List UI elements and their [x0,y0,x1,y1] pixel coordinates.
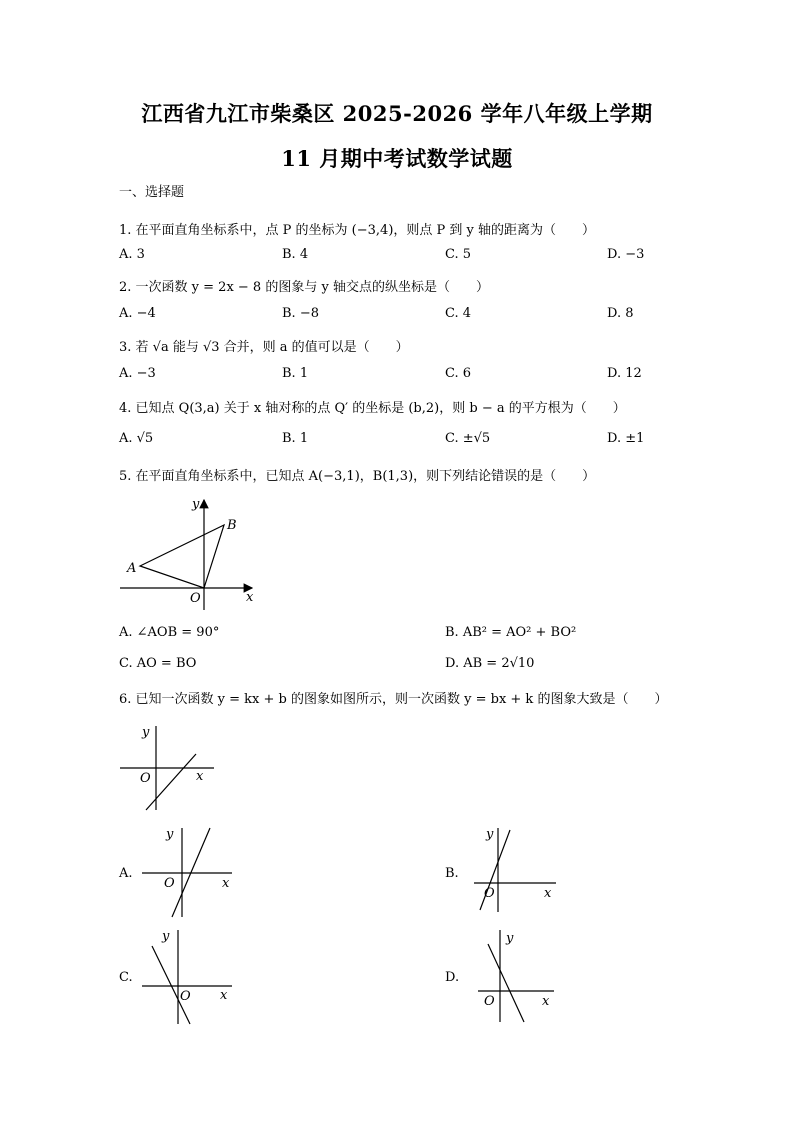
question-1-option-d: D. −3 [607,247,645,262]
question-4-option-d: D. ±1 [607,431,645,446]
question-5-option-b: B. AB² = AO² + BO² [445,625,577,640]
question-5-option-d: D. AB = 2√10 [445,656,535,671]
question-4-option-a: A. √5 [119,431,154,446]
question-2-option-b: B. −8 [282,306,319,321]
triangle-aob [140,525,224,588]
y-axis-label: y [166,827,174,842]
y-axis-label: y [192,497,200,512]
question-6-given-graph [118,722,218,812]
question-1-stem: 1. 在平面直角坐标系中，点 P 的坐标为 (−3,4)，则点 P 到 y 轴的距离为（ ） [119,223,596,238]
exam-title-line1: 江西省九江市柴桑区 2025-2026 学年八年级上学期 [141,101,653,126]
graph-line [146,754,196,810]
question-4-option-c: C. ±√5 [445,431,491,446]
y-axis-label: y [142,725,150,740]
x-axis-label: x [544,886,552,901]
question-2-stem: 2. 一次函数 y = 2x − 8 的图象与 y 轴交点的纵坐标是（ ） [119,280,489,295]
question-5-option-c: C. AO = BO [119,656,197,671]
point-b-label: B [227,518,237,533]
y-axis-label: y [486,827,494,842]
question-1-option-c: C. 5 [445,247,472,262]
question-6-option-c: C. [119,970,133,985]
question-3-option-d: D. 12 [607,366,642,381]
question-3-option-b: B. 1 [282,366,309,381]
section-heading: 一、选择题 [119,185,185,200]
question-3-stem: 3. 若 √a 能与 √3 合并，则 a 的值可以是（ ） [119,340,409,355]
origin-label: O [484,886,495,901]
x-axis-label: x [220,988,228,1003]
question-4-stem: 4. 已知点 Q(3,a) 关于 x 轴对称的点 Q′ 的坐标是 (b,2)，则 b − a 的平方根为（ ） [119,401,626,416]
point-a-label: A [127,561,137,576]
question-6-option-b: B. [445,866,459,881]
question-6-stem: 6. 已知一次函数 y = kx + b 的图象如图所示，则一次函数 y = bx + k 的图象大致是（ ） [119,692,668,707]
question-5-triangle-figure [112,492,262,610]
origin-label: O [484,994,495,1009]
origin-label: O [164,876,175,891]
question-4-option-b: B. 1 [282,431,309,446]
question-5-option-a: A. ∠AOB = 90° [119,625,220,640]
question-1-option-a: A. 3 [119,247,145,262]
question-3-option-a: A. −3 [119,366,156,381]
question-1-option-b: B. 4 [282,247,309,262]
x-axis-label: x [196,769,204,784]
question-2-option-c: C. 4 [445,306,472,321]
origin-label: O [190,591,201,606]
question-2-option-d: D. 8 [607,306,634,321]
y-axis-label: y [162,929,170,944]
question-5-stem: 5. 在平面直角坐标系中，已知点 A(−3,1)，B(1,3)，则下列结论错误的是（ ） [119,469,596,484]
y-axis-label: y [506,931,514,946]
question-6-option-b-graph [470,824,560,914]
question-6-option-d: D. [445,970,460,985]
exam-title-line2: 11 月期中考试数学试题 [281,146,513,171]
origin-label: O [140,771,151,786]
x-axis-label: x [246,590,254,605]
graph-line [488,944,524,1022]
question-2-option-a: A. −4 [119,306,156,321]
origin-label: O [180,989,191,1004]
question-6-option-a-graph [138,824,238,919]
question-6-option-a: A. [119,866,133,881]
x-axis-label: x [542,994,550,1009]
graph-line [152,946,190,1024]
question-6-option-d-graph [474,926,564,1026]
question-3-option-c: C. 6 [445,366,472,381]
x-axis-label: x [222,876,230,891]
question-6-option-c-graph [138,926,238,1026]
